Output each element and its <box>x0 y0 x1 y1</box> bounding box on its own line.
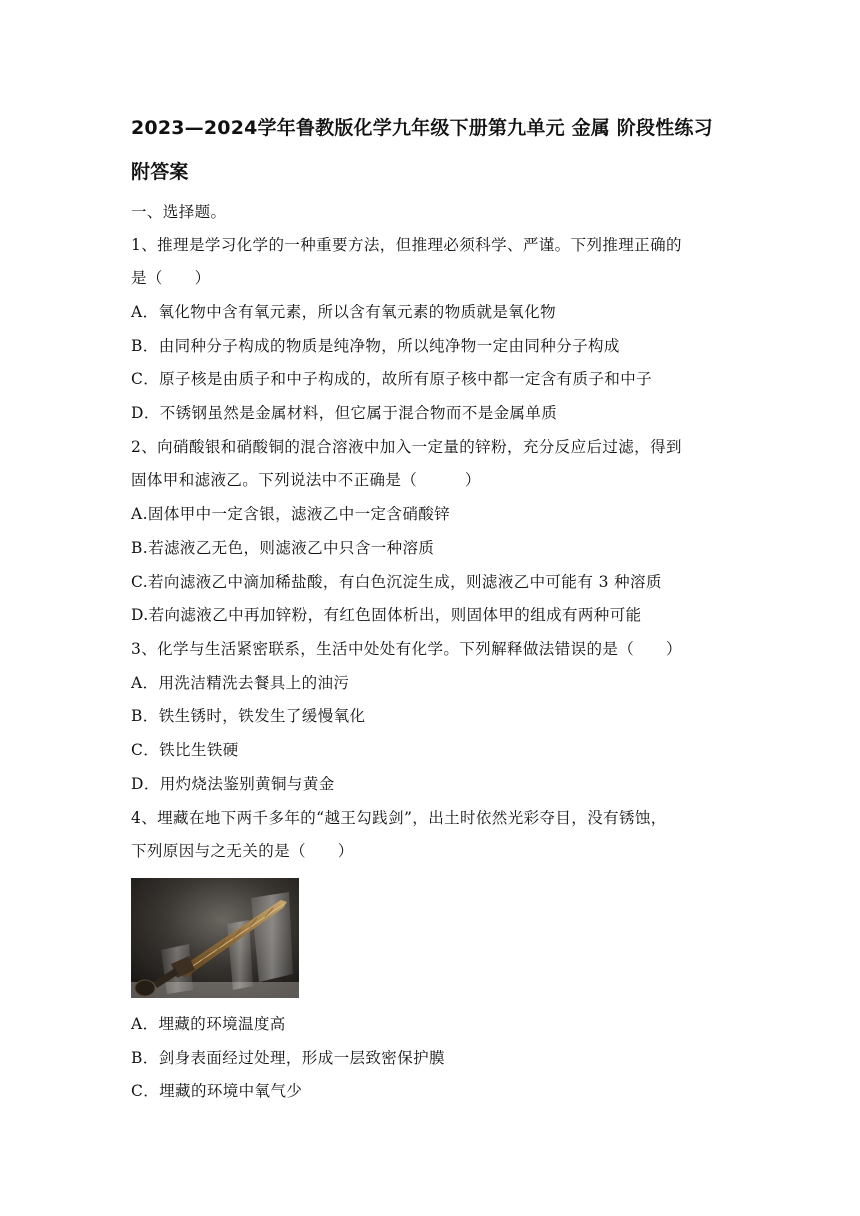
question-3-option-b: B．铁生锈时，铁发生了缓慢氧化 <box>131 707 366 725</box>
question-1-option-b: B．由同种分子构成的物质是纯净物，所以纯净物一定由同种分子构成 <box>131 337 620 355</box>
question-4-option-c: C．埋藏的环境中氧气少 <box>131 1082 303 1100</box>
question-1-option-a: A．氧化物中含有氧元素，所以含有氧元素的物质就是氧化物 <box>131 303 556 321</box>
bronze-sword-illustration <box>131 878 299 998</box>
question-1-stem: 1、推理是学习化学的一种重要方法，但推理必须科学、严谨。下列推理正确的 <box>131 236 682 254</box>
question-1-stem-cont: 是（ ） <box>131 269 211 287</box>
question-1-option-d: D．不锈钢虽然是金属材料，但它属于混合物而不是金属单质 <box>131 404 558 422</box>
question-4-option-b: B．剑身表面经过处理，形成一层致密保护膜 <box>131 1049 445 1067</box>
question-4-option-a: A．埋藏的环境温度高 <box>131 1015 286 1033</box>
document-title-line-1: 2023—2024学年鲁教版化学九年级下册第九单元 金属 阶段性练习 <box>131 117 713 139</box>
question-3-option-d: D．用灼烧法鉴别黄铜与黄金 <box>131 775 335 793</box>
question-2-stem: 2、向硝酸银和硝酸铜的混合溶液中加入一定量的锌粉，充分反应后过滤，得到 <box>131 438 682 456</box>
question-2-option-d: D.若向滤液乙中再加锌粉，有红色固体析出，则固体甲的组成有两种可能 <box>131 606 642 624</box>
question-4-stem-cont: 下列原因与之无关的是（ ） <box>131 842 354 860</box>
section-heading: 一、选择题。 <box>131 203 227 221</box>
question-2-option-a: A.固体甲中一定含银，滤液乙中一定含硝酸锌 <box>131 505 451 523</box>
document-title-line-2: 附答案 <box>131 161 189 183</box>
question-2-option-b: B.若滤液乙无色，则滤液乙中只含一种溶质 <box>131 539 435 557</box>
question-3-option-a: A．用洗洁精洗去餐具上的油污 <box>131 674 350 692</box>
question-3-stem: 3、化学与生活紧密联系，生活中处处有化学。下列解释做法错误的是（ ） <box>131 640 682 658</box>
question-2-option-c: C.若向滤液乙中滴加稀盐酸，有白色沉淀生成，则滤液乙中可能有 3 种溶质 <box>131 573 662 591</box>
question-4-stem: 4、埋藏在地下两千多年的“越王勾践剑”，出土时依然光彩夺目，没有锈蚀， <box>131 809 667 827</box>
question-1-option-c: C．原子核是由质子和中子构成的，故所有原子核中都一定含有质子和中子 <box>131 370 653 388</box>
question-3-option-c: C．铁比生铁硬 <box>131 741 239 759</box>
question-2-stem-cont: 固体甲和滤液乙。下列说法中不正确是（ ） <box>131 471 481 489</box>
bronze-sword-photo <box>131 878 299 998</box>
